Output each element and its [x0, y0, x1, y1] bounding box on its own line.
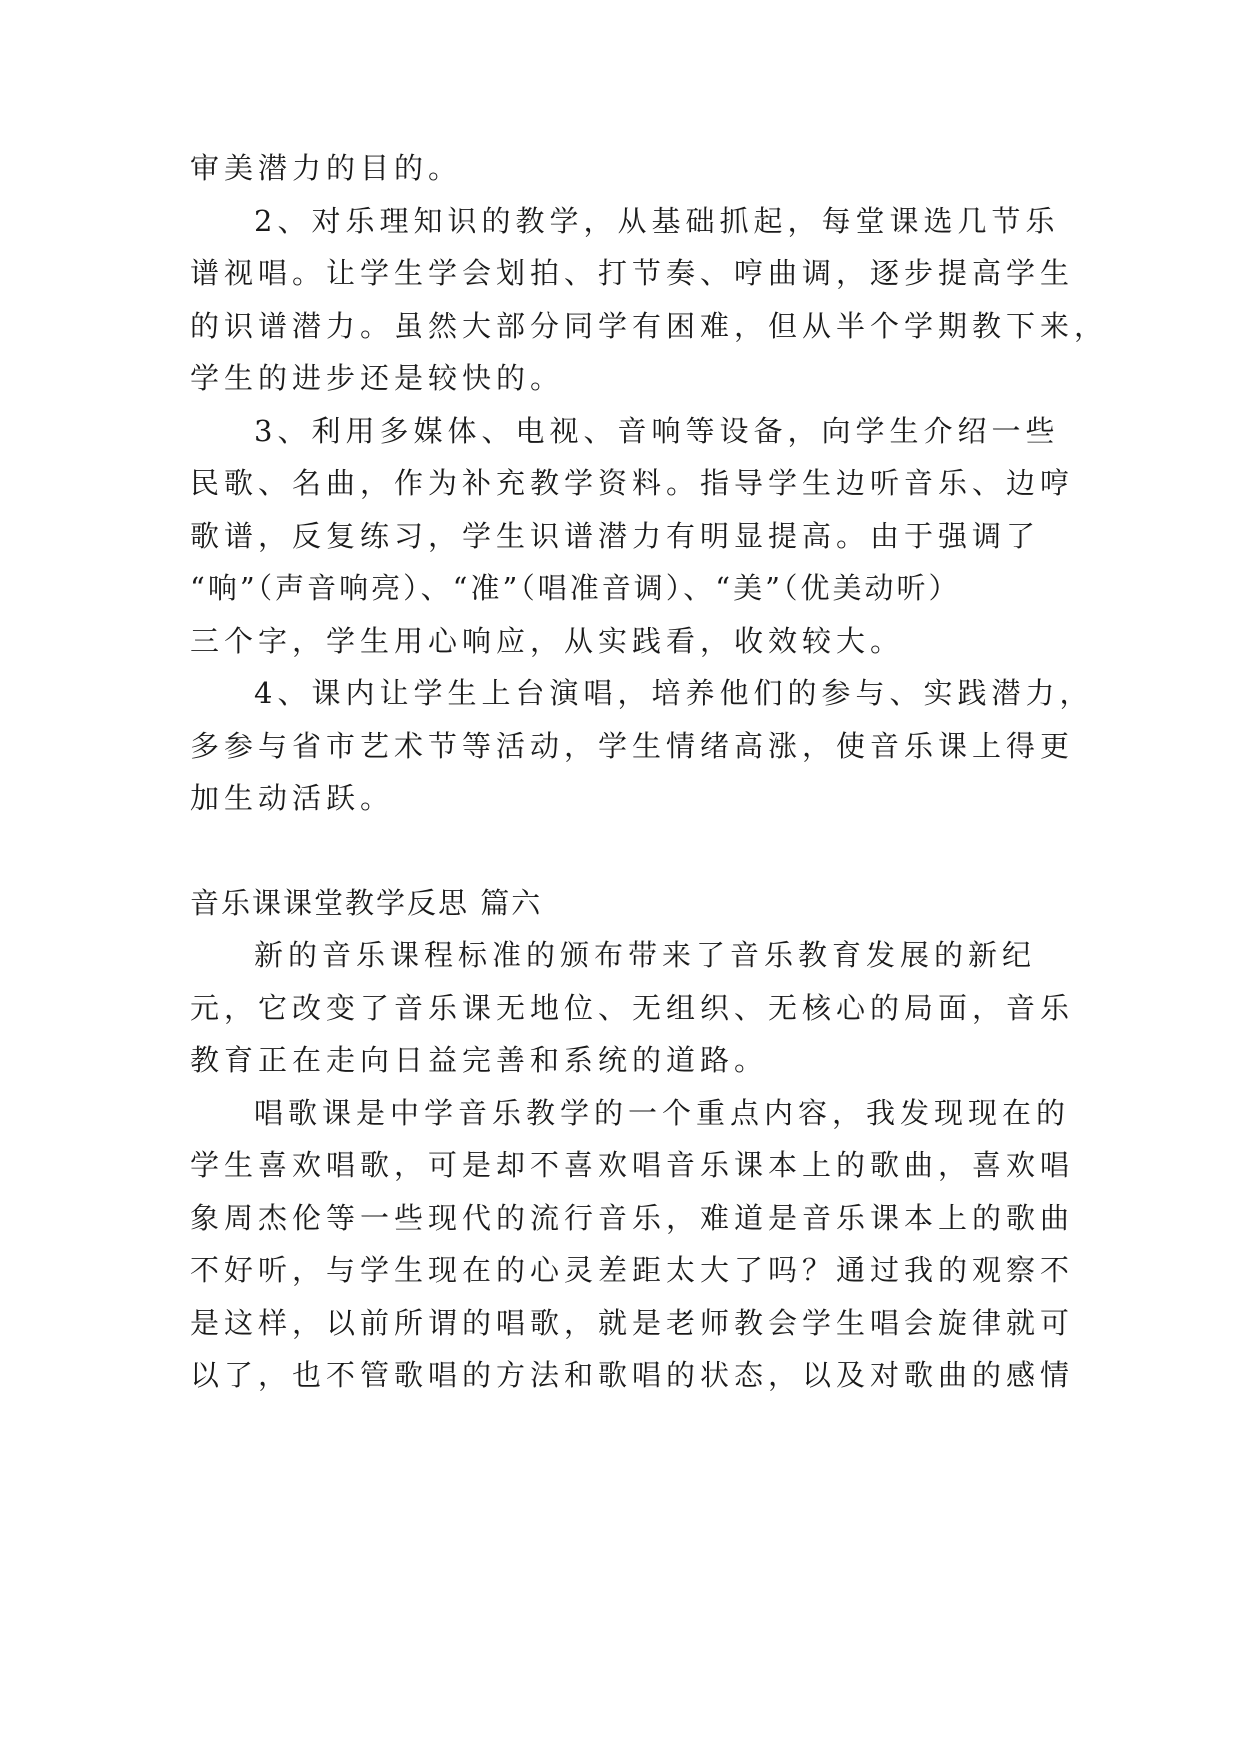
paragraph-line: 审美潜力的目的。	[190, 151, 463, 185]
section-heading: 音乐课课堂教学反思 篇六	[190, 886, 543, 920]
paragraph-line: 以了，也不管歌唱的方法和歌唱的状态，以及对歌曲的感情	[190, 1358, 1075, 1392]
paragraph-line: 不好听，与学生现在的心灵差距太大了吗？通过我的观察不	[190, 1253, 1075, 1287]
paragraph-line: 学生喜欢唱歌，可是却不喜欢唱音乐课本上的歌曲，喜欢唱	[190, 1148, 1075, 1182]
paragraph-line: 谱视唱。让学生学会划拍、打节奏、哼曲调，逐步提高学生	[190, 256, 1075, 290]
paragraph-line: 加生动活跃。	[190, 781, 395, 815]
paragraph-line: 象周杰伦等一些现代的流行音乐，难道是音乐课本上的歌曲	[190, 1201, 1075, 1235]
paragraph-line: 是这样，以前所谓的唱歌，就是老师教会学生唱会旋律就可	[190, 1306, 1075, 1340]
paragraph-line: 元，它改变了音乐课无地位、无组织、无核心的局面，音乐	[190, 991, 1075, 1025]
paragraph-line: 民歌、名曲，作为补充教学资料。指导学生边听音乐、边哼	[190, 466, 1075, 500]
paragraph-line: 学生的进步还是较快的。	[190, 361, 565, 395]
paragraph-line: 教育正在走向日益完善和系统的道路。	[190, 1043, 769, 1077]
paragraph-line: 歌谱，反复练习，学生识谱潜力有明显提高。由于强调了	[190, 519, 1041, 553]
paragraph-line: 唱歌课是中学音乐教学的一个重点内容，我发现现在的	[254, 1096, 1071, 1130]
paragraph-line: 3、利用多媒体、电视、音响等设备，向学生介绍一些	[254, 414, 1060, 448]
paragraph-line: 新的音乐课程标准的颁布带来了音乐教育发展的新纪	[254, 938, 1037, 972]
paragraph-line: 2、对乐理知识的教学，从基础抓起，每堂课选几节乐	[254, 204, 1060, 238]
paragraph-line: 多参与省市艺术节等活动，学生情绪高涨，使音乐课上得更	[190, 729, 1075, 763]
paragraph-line: 的识谱潜力。虽然大部分同学有困难，但从半个学期教下来，	[190, 309, 1109, 343]
paragraph-line: “响”（声音响亮）、“准”（唱准音调）、“美”（优美动听）	[190, 571, 961, 605]
paragraph-line: 三个字，学生用心响应，从实践看，收效较大。	[190, 624, 905, 658]
paragraph-line: 4、课内让学生上台演唱，培养他们的参与、实践潜力，	[254, 676, 1094, 710]
